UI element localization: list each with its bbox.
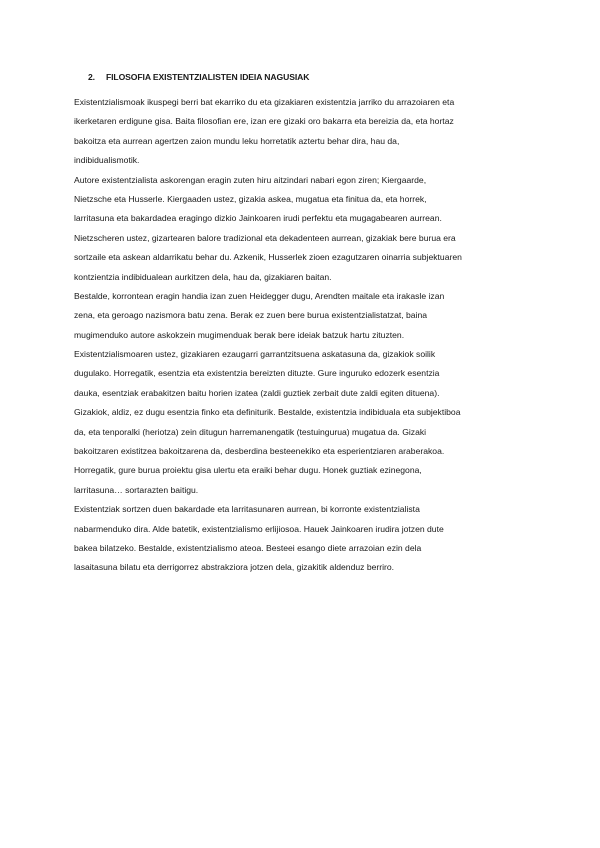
text-line: lasaitasuna bilatu eta derrigorrez abstrakziora jotzen dela, gizakitik aldenduz berriro. [74, 562, 395, 573]
text-line: dauka, esentziak erabakitzen baitu horien izatea (zaldi guztiek zerbait dute zaldi egiten dituena). [74, 387, 440, 398]
body-text [74, 93, 530, 578]
text-line: Nietzsche eta Husserle. Kiergaaden ustez, gizakia askea, mugatua eta finitua da, eta horrek, [74, 193, 427, 204]
text-line: larritasuna eta bakardadea eragingo dizkio Jainkoaren irudi perfektu eta mugagabearen aurrean. [74, 213, 442, 224]
text-line: ikerketaren erdigune gisa. Baita filosofian ere, izan ere gizaki oro bakarra eta bereizia da, eta hortaz [74, 116, 454, 127]
text-line: Horregatik, gure burua proiektu gisa ulertu eta eraiki behar dugu. Honek guztiak ezinegona, [74, 465, 422, 476]
text-line: Gizakiok, aldiz, ez dugu esentzia finko eta definiturik. Bestalde, existentzia indibiduala eta subjektiboa [74, 407, 461, 418]
text-line: nabarmenduko dira. Alde batetik, existentzialismo erlijiosoa. Hauek Jainkoaren irudira jotzen dute [74, 523, 444, 534]
text-line: mugimenduko autore askokzein mugimenduak berak bere ideiak batzuk hartu zituzten. [74, 329, 405, 340]
text-line: zena, eta geroago nazismora batu zena. Berak ez zuen bere burua existentzialistatzat, baina [74, 310, 428, 321]
text-line: sortzaile eta askean aldarrikatu behar du. Azkenik, Husserlek zioen ezagutzaren oinarria subjektuaren [74, 252, 462, 263]
text-line: bakoitza eta aurrean agertzen zaion mundu leku horretatik aztertu behar dira, hau da, [74, 135, 400, 146]
section-title: FILOSOFIA EXISTENTZIALISTEN IDEIA NAGUSIAK [106, 72, 310, 82]
text-line: Existentzialismoak ikuspegi berri bat ekarriko du eta gizakiaren existentzia jarriko du arrazoiaren eta [74, 97, 455, 107]
text-line: bakoitzaren existitzea bakoitzarena da, desberdina besteenekiko eta esperientziaren araberakoa. [74, 446, 445, 457]
text-line: larritasuna… sortarazten baitigu. [74, 484, 199, 495]
text-line: Bestalde, korrontean eragin handia izan zuen Heidegger dugu, Arendten maitale eta irakasle izan [74, 290, 445, 301]
text-line: Existentzialismoaren ustez, gizakiaren ezaugarri garrantzitsuena askatasuna da, gizakiok soilik [74, 349, 436, 360]
text-line: kontzientzia indibidualean aurkitzen dela, hau da, gizakiaren baitan. [74, 271, 332, 282]
text-line: indibidualismotik. [74, 155, 140, 166]
text-line: Autore existentzialista askorengan eragin zuten hiru aitzindari nabari egon ziren; Kiergaarde, [74, 174, 427, 185]
section-heading [88, 72, 309, 82]
text-line: Nietzscheren ustez, gizartearen balore tradizional eta dekadenteen aurrean, gizakiak bere burua era [74, 232, 456, 243]
text-line: da, eta tenporalki (heriotza) zein ditugun harremanengatik (testuingurua) mugatua da. Gizaki [74, 426, 427, 437]
section-number: 2. [88, 72, 95, 82]
text-line: dugulako. Horregatik, esentzia eta existentzia bereizten dituzte. Gure inguruko edozerk esentzia [74, 368, 440, 379]
text-line: bakea bilatzeko. Bestalde, existentzialismo ateoa. Besteei esango diete arrazoian ezin dela [74, 542, 422, 553]
text-line: Existentziak sortzen duen bakardade eta larritasunaren aurrean, bi korronte existentzialista [74, 504, 420, 515]
